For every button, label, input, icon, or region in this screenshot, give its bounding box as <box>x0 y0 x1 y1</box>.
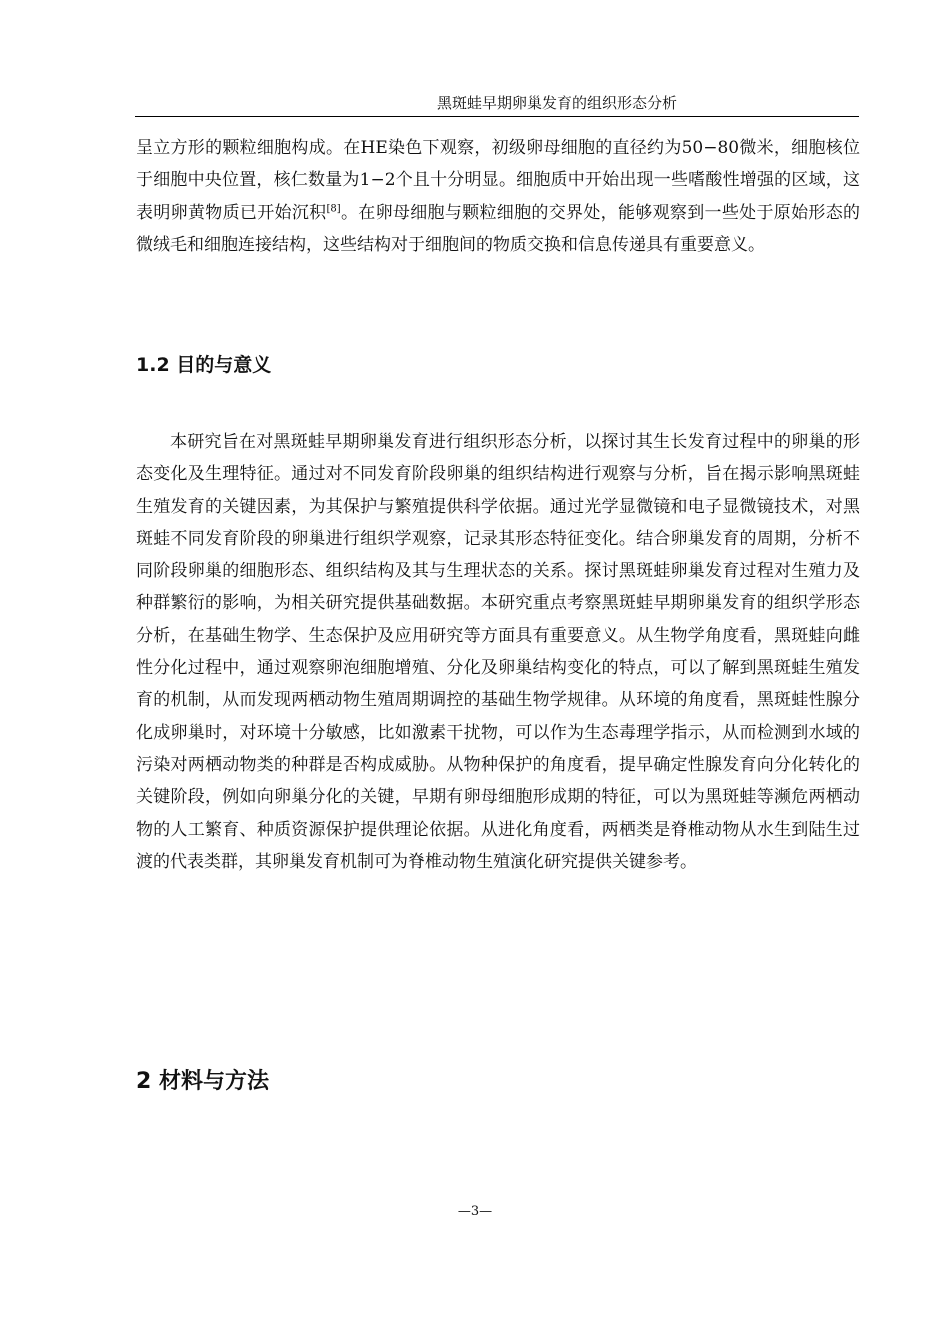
paragraph-1-text: 呈立方形的颗粒细胞构成。在HE染色下观察，初级卵母细胞的直径约为50−80微米，细胞核位于细胞中央位置，核仁数量为1−2个且十分明显。细胞质中开始出现一些嗜酸性增强的区域，这表明卵黄物质已开始沉积 <box>136 138 860 223</box>
citation-reference[interactable]: [8] <box>326 202 341 214</box>
paragraph-1 <box>136 132 860 261</box>
section-heading: 2 材料与方法 <box>136 1069 269 1094</box>
subsection-heading: 1.2 目的与意义 <box>136 354 272 376</box>
running-header-title: 黑斑蛙早期卵巢发育的组织形态分析 <box>436 94 677 112</box>
page-number: —3— <box>457 1204 493 1219</box>
paragraph-1-tail: 。在卵母细胞与颗粒细胞的交界处，能够观察到一些处于原始形态的微绒毛和细胞连接结构，这些结构对于细胞间的物质交换和信息传递具有重要意义。 <box>136 202 861 255</box>
paragraph-2: 本研究旨在对黑斑蛙早期卵巢发育进行组织形态分析，以探讨其生长发育过程中的卵巢的形态变化及生理特征。通过对不同发育阶段卵巢的组织结构进行观察与分析，旨在揭示影响黑斑蛙生殖发育的关键因素，为其保护与繁殖提供科学依据。通过光学显微镜和电子显微镜技术，对黑斑蛙不同发育阶段的卵巢进行组织学观察，记录其形态特征变化。结合卵巢发育的周期，分析不同阶段卵巢的细胞形态、组织结构及其与生理状态的关系。探讨黑斑蛙卵巢发育过程对生殖力及种群繁衍的影响，为相关研究提供基础数据。本研究重点考察黑斑蛙早期卵巢发育的组织学形态分析，在基础生物学、生态保护及应用研究等方面具有重要意义。从生物学角度看，黑斑蛙向雌性分化过程中，通过观察卵泡细胞增殖、分化及卵巢结构变化的特点，可以了解到黑斑蛙生殖发育的机制，从而发现两栖动物生殖周期调控的基础生物学规律。从环境的角度看，黑斑蛙性腺分化成卵巢时，对环境十分敏感，比如激素干扰物，可以作为生态毒理学指示，从而检测到水域的污染对两栖动物类的种群是否构成威胁。从物种保护的角度看，提早确定性腺发育向分化转化的关键阶段，例如向卵巢分化的关键，早期有卵母细胞形成期的特征，可以为黑斑蛙等濒危两栖动物的人工繁育、种质资源保护提供理论依据。从进化角度看，两栖类是脊椎动物从水生到陆生过渡的代表类群，其卵巢发育机制可为脊椎动物生殖演化研究提供关键参考。 <box>136 432 860 872</box>
header-rule <box>135 116 859 117</box>
